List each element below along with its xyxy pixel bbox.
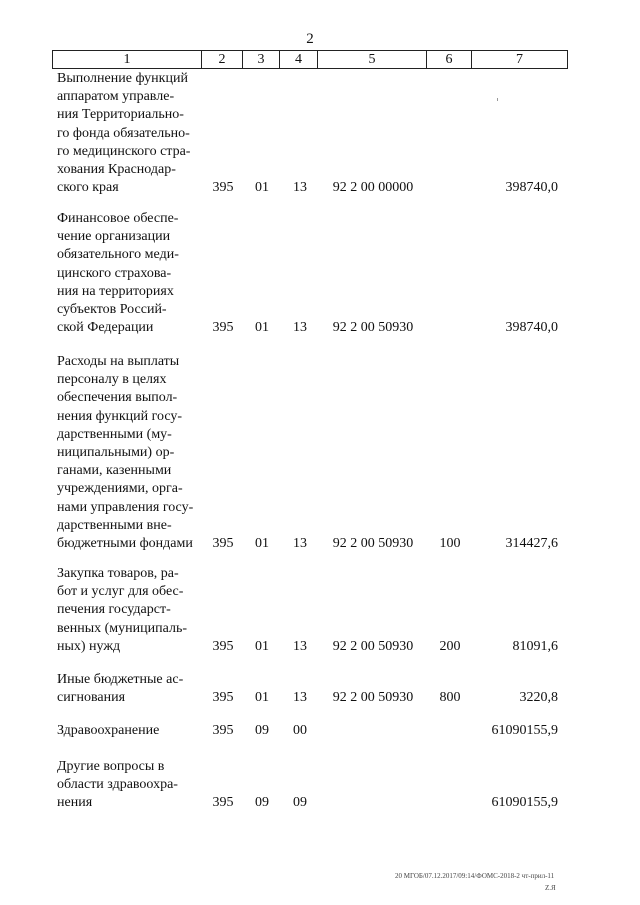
description-line: хования Краснодар-: [57, 162, 176, 178]
document-footer: 20 МГОБ/07.12.2017/09:14/ФОМС-2018-2 чт-прил-11: [395, 872, 555, 880]
description-line: Финансовое обеспе-: [57, 211, 179, 226]
description-line: дарственными вне-: [57, 517, 172, 533]
row-description: [57, 671, 195, 707]
description-line: го медицинского стра-: [57, 143, 191, 159]
cell-col-4: 13: [293, 638, 307, 654]
cell-col-7: 61090155,9: [491, 723, 558, 738]
cell-col-7: 81091,6: [512, 638, 558, 654]
cell-col-7: 61090155,9: [491, 795, 558, 811]
description-line: бюджетными фондами: [57, 536, 193, 552]
description-line: нами управления госу-: [57, 499, 194, 515]
header-cell-2: 2: [202, 50, 243, 69]
cell-col-3: 01: [255, 536, 269, 551]
cell-col-7: 398740,0: [505, 180, 558, 196]
cell-col-6: 800: [439, 690, 461, 706]
header-cell-5: 5: [318, 50, 427, 69]
description-line: ганами, казенными: [57, 463, 172, 479]
header-cell-6: 6: [427, 50, 472, 69]
cell-col-2: 395: [212, 723, 234, 738]
description-line: ниципальными) ор-: [57, 445, 175, 461]
description-line: обязательного меди-: [57, 247, 179, 263]
row-description: [57, 353, 195, 553]
description-line: области здравоохра-: [57, 777, 178, 793]
description-line: печения государст-: [57, 602, 171, 618]
row-description: [57, 210, 195, 337]
description-line: субъектов Россий-: [57, 302, 167, 318]
description-line: ского края: [57, 180, 119, 196]
cell-col-5: 92 2 00 50930: [332, 638, 414, 654]
page-number: 2: [306, 31, 314, 47]
description-line: обеспечения выпол-: [57, 390, 178, 406]
row-description: [57, 758, 195, 813]
description-line: Здравоохранение: [57, 723, 160, 738]
description-line: учреждениями, орга-: [57, 481, 183, 497]
cell-col-4: 13: [293, 536, 307, 551]
cell-col-2: 395: [212, 690, 234, 706]
description-line: персоналу в целях: [57, 372, 167, 388]
cell-col-7: 398740,0: [505, 320, 558, 336]
cell-col-3: 01: [255, 180, 269, 196]
description-line: нения функций госу-: [57, 408, 183, 424]
cell-col-3: 01: [255, 690, 269, 706]
cell-col-2: 395: [212, 320, 234, 336]
cell-col-2: 395: [212, 795, 234, 811]
description-line: бот и услуг для обес-: [57, 584, 184, 600]
description-line: нения: [57, 795, 93, 811]
cell-col-4: 00: [293, 723, 307, 738]
cell-col-5: 92 2 00 50930: [332, 320, 414, 336]
description-line: аппаратом управле-: [57, 89, 175, 105]
cell-col-7: 314427,6: [505, 536, 558, 551]
row-description: [57, 70, 195, 197]
description-line: ных) нужд: [57, 638, 121, 654]
cell-col-2: 395: [212, 536, 234, 551]
description-line: ния Территориально-: [57, 107, 184, 123]
description-line: Расходы на выплаты: [57, 354, 180, 369]
scan-speck: [497, 98, 498, 101]
header-cell-3: 3: [243, 50, 280, 69]
header-cell-1: 1: [52, 50, 202, 69]
description-line: дарственными (му-: [57, 426, 172, 442]
description-line: сигнования: [57, 690, 126, 706]
row-description: [57, 722, 195, 740]
header-cell-7: 7: [472, 50, 568, 69]
cell-col-3: 09: [255, 795, 269, 811]
cell-col-6: 100: [439, 536, 461, 551]
footer-page-mark: Z.Я: [545, 884, 556, 892]
description-line: го фонда обязательно-: [57, 125, 190, 141]
description-line: ния на территориях: [57, 283, 174, 299]
cell-col-5: 92 2 00 50930: [332, 690, 414, 706]
description-line: цинского страхова-: [57, 265, 172, 281]
description-line: Иные бюджетные ас-: [57, 672, 184, 687]
description-line: Закупка товаров, ра-: [57, 566, 179, 581]
cell-col-2: 395: [212, 180, 234, 196]
description-line: Другие вопросы в: [57, 759, 165, 774]
cell-col-3: 01: [255, 638, 269, 654]
description-line: ской Федерации: [57, 320, 154, 336]
description-line: чение организации: [57, 229, 171, 245]
cell-col-5: 92 2 00 50930: [332, 536, 414, 551]
cell-col-3: 09: [255, 723, 269, 738]
description-line: Выполнение функций: [57, 71, 188, 86]
row-description: [57, 565, 195, 656]
cell-col-4: 13: [293, 690, 307, 706]
cell-col-5: 92 2 00 00000: [332, 180, 414, 196]
cell-col-2: 395: [212, 638, 234, 654]
cell-col-3: 01: [255, 320, 269, 336]
cell-col-6: 200: [439, 638, 461, 654]
header-cell-4: 4: [280, 50, 318, 69]
cell-col-4: 09: [293, 795, 307, 811]
cell-col-4: 13: [293, 180, 307, 196]
cell-col-4: 13: [293, 320, 307, 336]
cell-col-7: 3220,8: [519, 690, 558, 706]
description-line: венных (муниципаль-: [57, 620, 187, 636]
